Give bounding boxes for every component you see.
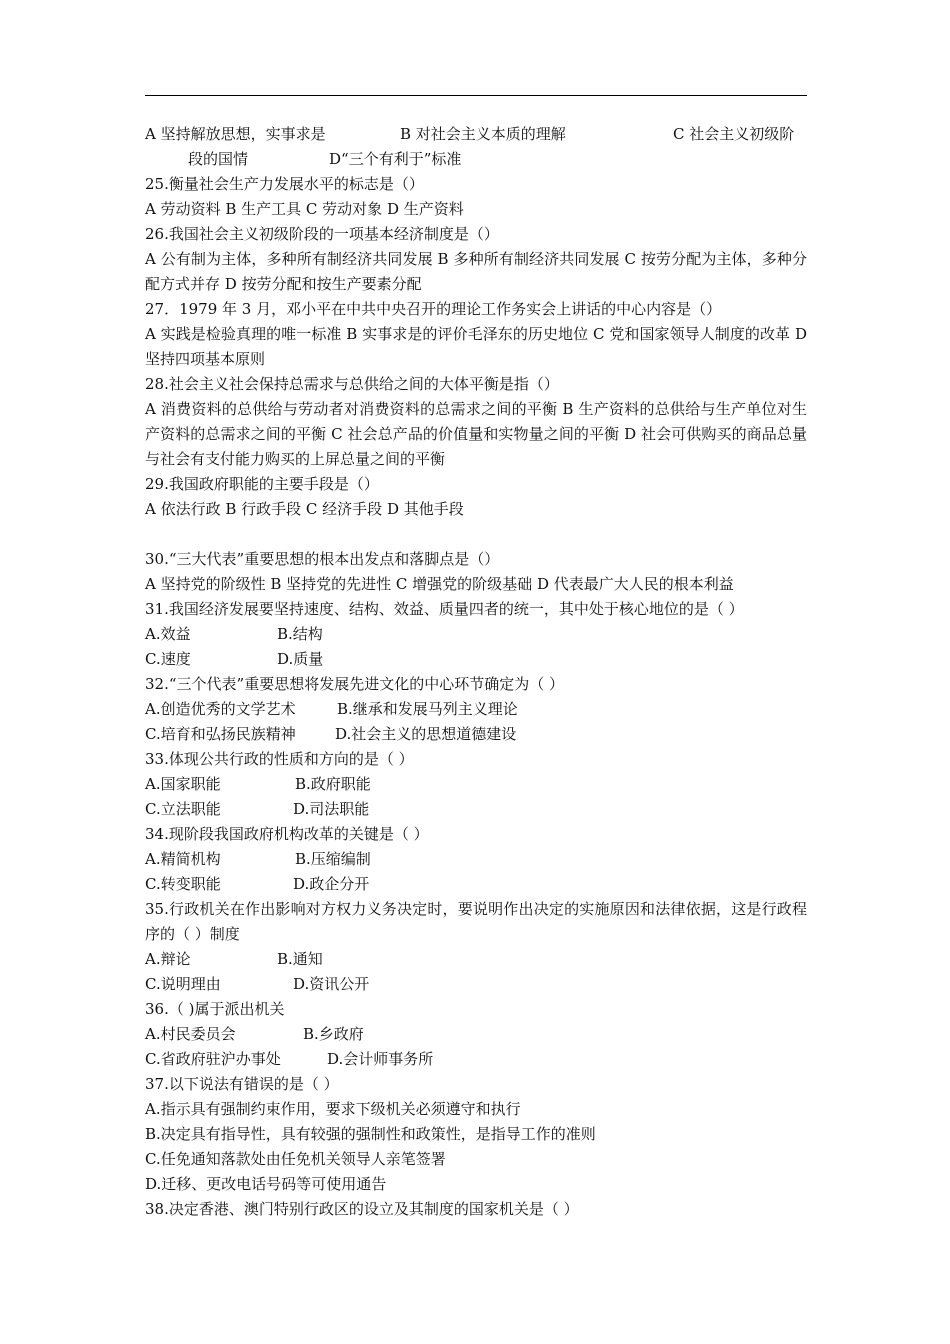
q36-options-row1 — [145, 1022, 807, 1047]
q36-options-row2 — [145, 1047, 807, 1072]
q33-option-d: D.司法职能 — [293, 800, 370, 818]
q33-option-c: C.立法职能 — [145, 800, 221, 818]
q33-stem: 33.体现公共行政的性质和方向的是（ ） — [145, 750, 414, 768]
q37-option-c: C.任免通知落款处由任免机关领导人亲笔签署 — [145, 1150, 446, 1168]
q31-option-d: D.质量 — [277, 650, 324, 668]
intro-options-line1 — [145, 122, 807, 147]
q38-stem: 38.决定香港、澳门特别行政区的设立及其制度的国家机关是（ ） — [145, 1200, 579, 1218]
q32-option-d: D.社会主义的思想道德建设 — [335, 725, 517, 743]
q33-options-row2 — [145, 797, 807, 822]
q28-options: A 消费资料的总供给与劳动者对消费资料的总需求之间的平衡 B 生产资料的总供给与生产单位对生产资料的总需求之间的平衡 C 社会总产品的价值量和实物量之间的平衡 D 社会可供购买的商品总量与社会有支付能力购买的上屏总量之间的平衡 — [145, 400, 807, 468]
q31-options-row2 — [145, 647, 807, 672]
intro-option-a: A 坚持解放思想，实事求是 — [145, 125, 326, 143]
q29-options: A 依法行政 B 行政手段 C 经济手段 D 其他手段 — [145, 500, 464, 518]
q27-options: A 实践是检验真理的唯一标准 B 实事求是的评价毛泽东的历史地位 C 党和国家领导人制度的改革 D 坚持四项基本原则 — [145, 325, 807, 368]
q25-stem: 25.衡量社会生产力发展水平的标志是（） — [145, 175, 424, 193]
q35-options-row2 — [145, 972, 807, 997]
q34-option-a: A.精简机构 — [145, 850, 221, 868]
q33-option-b: B.政府职能 — [295, 775, 371, 793]
q34-options-row1 — [145, 847, 807, 872]
q37-option-d: D.迁移、更改电话号码等可使用通告 — [145, 1175, 387, 1193]
q26-stem: 26.我国社会主义初级阶段的一项基本经济制度是（） — [145, 225, 499, 243]
q31-options-row1 — [145, 622, 807, 647]
q37-stem: 37.以下说法有错误的是（ ） — [145, 1075, 339, 1093]
q36-option-b: B.乡政府 — [303, 1025, 364, 1043]
q35-option-a: A.辩论 — [145, 950, 191, 968]
q35-stem: 35.行政机关在作出影响对方权力义务决定时，要说明作出决定的实施原因和法律依据，这是行政程序的（ ）制度 — [145, 900, 807, 943]
q37-option-a: A.指示具有强制约束作用，要求下级机关必须遵守和执行 — [145, 1100, 521, 1118]
q32-option-c: C.培育和弘扬民族精神 — [145, 725, 296, 743]
q30-stem: 30.“三大代表”重要思想的根本出发点和落脚点是（） — [145, 550, 500, 568]
q30-options: A 坚持党的阶级性 B 坚持党的先进性 C 增强党的阶级基础 D 代表最广大人民的根本利益 — [145, 575, 734, 593]
q26-options: A 公有制为主体，多种所有制经济共同发展 B 多种所有制经济共同发展 C 按劳分配为主体，多种分配方式并存 D 按劳分配和按生产要素分配 — [145, 250, 807, 293]
q29-stem: 29.我国政府职能的主要手段是（） — [145, 475, 379, 493]
intro-option-c-cont: 段的国情 — [188, 150, 249, 168]
q31-stem: 31.我国经济发展要坚持速度、结构、效益、质量四者的统一，其中处于核心地位的是（ ） — [145, 600, 744, 618]
q36-option-a: A.村民委员会 — [145, 1025, 236, 1043]
q35-option-c: C.说明理由 — [145, 975, 221, 993]
q34-options-row2 — [145, 872, 807, 897]
q36-option-d: D.会计师事务所 — [327, 1050, 434, 1068]
q32-option-a: A.创造优秀的文学艺术 — [145, 700, 296, 718]
q31-option-a: A.效益 — [145, 625, 191, 643]
q33-options-row1 — [145, 772, 807, 797]
document-body — [145, 122, 807, 1222]
blank-line — [145, 522, 807, 547]
intro-option-c: C 社会主义初级阶 — [673, 125, 795, 143]
q34-option-d: D.政企分开 — [293, 875, 370, 893]
intro-option-d: D“三个有利于”标准 — [329, 150, 462, 168]
q32-options-row2 — [145, 722, 807, 747]
q31-option-c: C.速度 — [145, 650, 191, 668]
q25-options: A 劳动资料 B 生产工具 C 劳动对象 D 生产资料 — [145, 200, 464, 218]
intro-option-b: B 对社会主义本质的理解 — [400, 125, 566, 143]
q34-option-c: C.转变职能 — [145, 875, 221, 893]
q32-options-row1 — [145, 697, 807, 722]
q35-options-row1 — [145, 947, 807, 972]
q34-stem: 34.现阶段我国政府机构改革的关键是（ ） — [145, 825, 429, 843]
q37-option-b: B.决定具有指导性，具有较强的强制性和政策性，是指导工作的准则 — [145, 1125, 596, 1143]
q33-option-a: A.国家职能 — [145, 775, 221, 793]
q28-stem: 28.社会主义社会保持总需求与总供给之间的大体平衡是指（） — [145, 375, 559, 393]
q35-option-b: B.通知 — [277, 950, 323, 968]
q31-option-b: B.结构 — [277, 625, 323, 643]
intro-options-line2 — [145, 147, 807, 172]
q32-stem: 32.“三个代表”重要思想将发展先进文化的中心环节确定为（ ） — [145, 675, 564, 693]
q36-stem: 36.（ )属于派出机关 — [145, 1000, 285, 1018]
q36-option-c: C.省政府驻沪办事处 — [145, 1050, 281, 1068]
q27-stem: 27．1979 年 3 月，邓小平在中共中央召开的理论工作务实会上讲话的中心内容是（） — [145, 300, 722, 318]
q35-option-d: D.资讯公开 — [293, 975, 370, 993]
q32-option-b: B.继承和发展马列主义理论 — [337, 700, 518, 718]
q34-option-b: B.压缩编制 — [295, 850, 371, 868]
header-rule — [145, 95, 807, 96]
